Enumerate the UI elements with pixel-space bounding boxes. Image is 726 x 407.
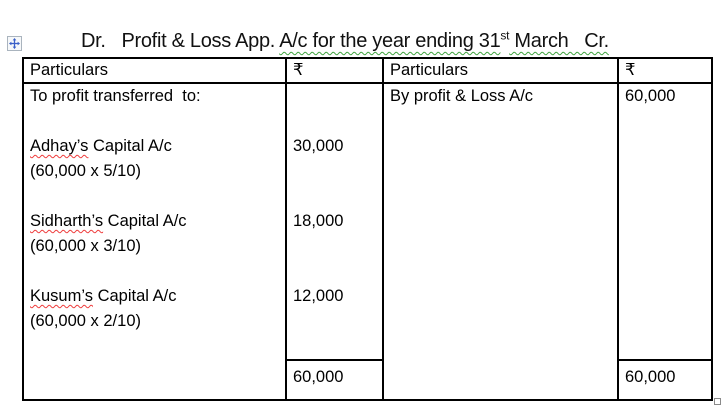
blank-line <box>30 259 285 284</box>
debit-entry-calc: (60,000 x 5/10) <box>30 162 141 180</box>
debit-entry-title <box>30 209 285 234</box>
debit-amount-cell[interactable] <box>285 84 382 359</box>
blank-line <box>30 109 285 134</box>
blank-line <box>293 109 382 134</box>
debit-total-blank-cell[interactable] <box>24 359 285 399</box>
header-debit-particulars[interactable]: Particulars <box>24 59 285 84</box>
partner-name: Adhay’s <box>30 137 89 155</box>
blank-line <box>293 159 382 184</box>
debit-entry-amount: 18,000 <box>293 212 344 230</box>
debit-entry-amount: 12,000 <box>293 287 344 305</box>
header-credit-amount[interactable]: ₹ <box>617 59 711 84</box>
table-resize-handle[interactable] <box>714 398 721 405</box>
header-debit-amount[interactable]: ₹ <box>285 59 382 84</box>
credit-particulars-cell[interactable] <box>382 84 617 359</box>
debit-particulars-cell[interactable] <box>24 84 285 359</box>
debit-entry-calc: (60,000 x 2/10) <box>30 312 141 330</box>
title-underlined-tail: March Cr. <box>509 30 609 52</box>
title-underlined-text: A/c for the year ending 31 <box>279 30 501 52</box>
blank-line <box>293 259 382 284</box>
debit-entry-title <box>30 284 285 309</box>
debit-total-cell[interactable]: 60,000 <box>285 359 382 399</box>
title-prefix: Dr. Profit & Loss App. <box>81 30 280 52</box>
partner-name: Kusum’s <box>30 287 93 305</box>
debit-intro: To profit transferred to: <box>30 87 201 105</box>
debit-entry-calc: (60,000 x 3/10) <box>30 237 141 255</box>
move-arrows-icon <box>9 38 20 49</box>
credit-amount-cell[interactable] <box>617 84 711 359</box>
blank-line <box>293 84 382 109</box>
partner-name-rest: Capital A/c <box>92 287 177 305</box>
table-move-handle[interactable] <box>7 36 22 51</box>
credit-entry-amount: 60,000 <box>625 87 676 105</box>
blank-line <box>30 184 285 209</box>
debit-entry-title <box>30 134 285 159</box>
partner-name-rest: Capital A/c <box>103 212 187 230</box>
debit-entry-amount: 30,000 <box>293 137 344 155</box>
credit-total-cell[interactable]: 60,000 <box>617 359 711 399</box>
partner-name-rest: Capital A/c <box>88 137 172 155</box>
blank-line <box>293 234 382 259</box>
credit-entry: By profit & Loss A/c <box>390 87 534 105</box>
title-superscript: st <box>500 28 510 43</box>
blank-line <box>293 184 382 209</box>
credit-total-blank-cell[interactable] <box>382 359 617 399</box>
pl-appropriation-table <box>22 57 713 401</box>
partner-name: Sidharth’s <box>30 212 104 230</box>
header-credit-particulars[interactable]: Particulars <box>382 59 617 84</box>
